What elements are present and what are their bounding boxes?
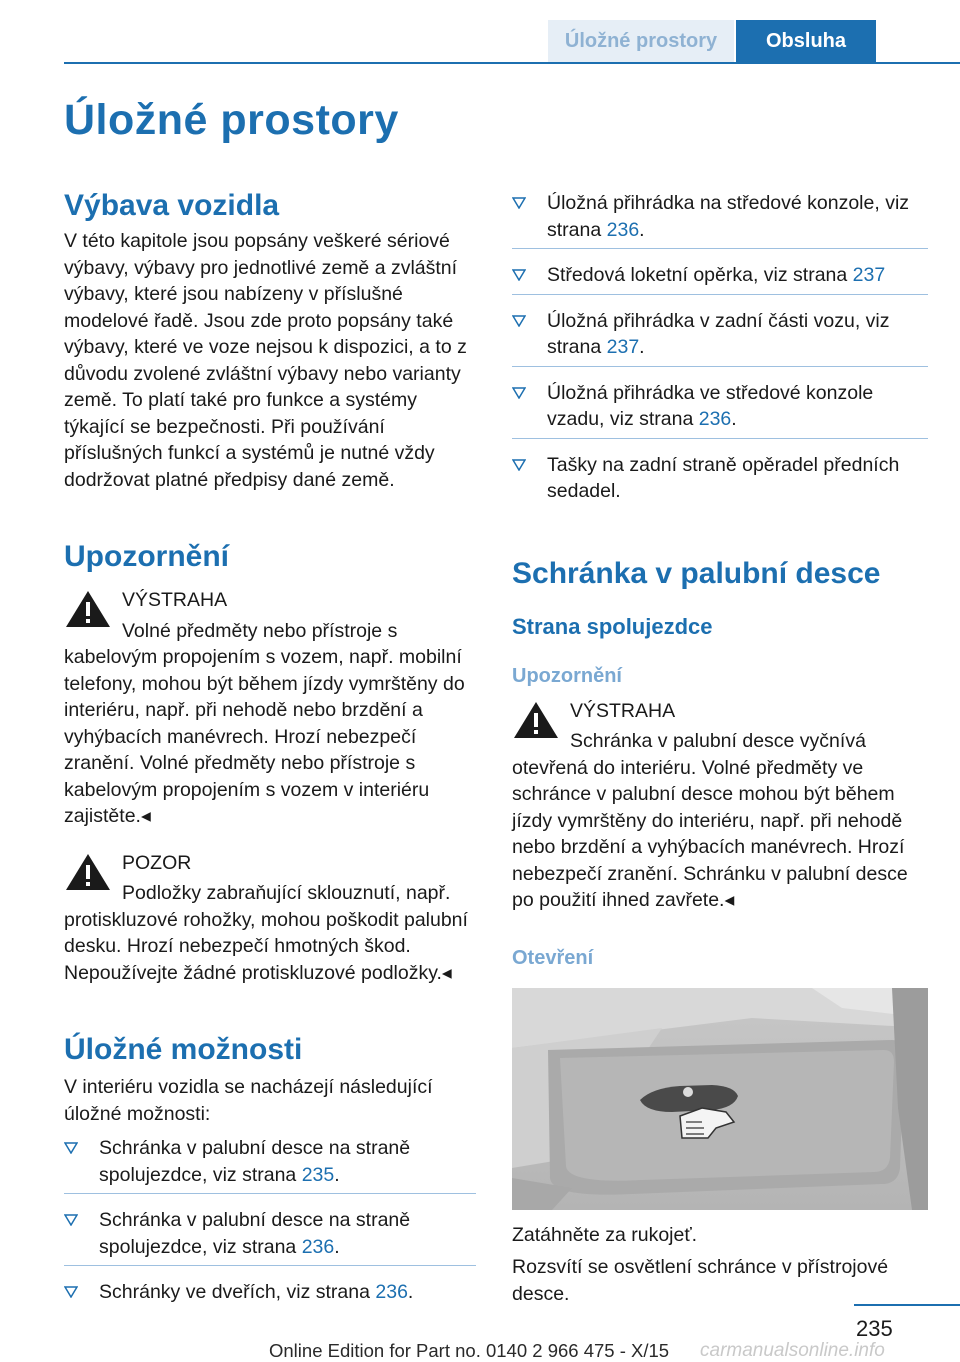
list-item-tail: . [334, 1235, 340, 1258]
glovebox-warning-block [512, 698, 928, 914]
warning-triangle-icon [64, 589, 112, 629]
page-link[interactable]: 237 [852, 264, 886, 286]
list-item-text: Středová loketní opěrka, viz strana [547, 264, 853, 286]
list-bullet-icon [512, 315, 526, 327]
glovebox-notes-heading: Upozornění [512, 664, 622, 687]
options-intro: V interiéru vozidla se nacházejí následující úložné možnosti: [64, 1076, 433, 1125]
equipment-text: V této kapitole jsou popsány veškeré sériové výbavy, výbavy pro jednotlivé země a zvláštní výbavy, které jsou nabízeny v příslušné modelové řadě. Jsou zde proto popsány také výbavy, které ve voze nejsou k dispozici, a to z důvodu zvolené zvláštní výbavy nebo varianty země. To platí také pro funkce a systémy týkající se bezpečnosti. Při používání příslušných funkcí a systémů je nutné vždy dodržovat platné předpisy dané země. [64, 230, 467, 491]
glovebox-warning-text: Schránka v palubní desce vyčnívá otevřená do interiéru. Volné předměty ve schránce v palubní desce mohou být během jízdy vymrštěny do interiéru, např. při nehodě nebo brzdění a vyhýbacích manévrech. Hrozí nebezpečí zranění. Schránku v palubní desce po použití ihned zavřete.◂ [512, 730, 908, 911]
list-item-text: Úložná přihrádka ve středové konzole vzadu, viz strana [547, 381, 874, 430]
list-bullet-icon [64, 1214, 78, 1226]
page-link[interactable]: 235 [301, 1163, 335, 1186]
page-title: Úložné prostory [64, 96, 399, 144]
list-item-tail: . [407, 1281, 414, 1303]
warning-label: VÝSTRAHA [122, 589, 228, 611]
footer-rule [854, 1304, 960, 1306]
warning-block [64, 587, 476, 830]
options-list-left [64, 1131, 476, 1311]
list-item-text: Tašky na zadní straně opěradel předních sedadel. [547, 453, 900, 502]
list-item-tail: . [639, 336, 645, 358]
watermark: carmanualsonline.info [700, 1340, 885, 1361]
list-item-text: Schránky ve dveřích, viz strana [99, 1281, 376, 1303]
warning-triangle-icon [64, 852, 112, 892]
options-heading: Úložné možnosti [64, 1033, 303, 1066]
list-item-text: Úložná přihrádka v zadní části vozu, viz strana [547, 309, 890, 358]
list-bullet-icon [64, 1142, 78, 1154]
list-item [512, 304, 928, 367]
right-column [512, 186, 928, 1307]
opening-note: Rozsvítí se osvětlení schránce v přístrojové desce. [512, 1256, 889, 1305]
list-bullet-icon [512, 459, 526, 471]
list-item [512, 448, 928, 510]
left-column [64, 186, 476, 1311]
page-link[interactable]: 236 [698, 408, 732, 430]
opening-step: Zatáhněte za rukojeť. [512, 1223, 698, 1246]
section-tab: Úložné prostory [548, 20, 734, 62]
page-link[interactable]: 237 [606, 336, 640, 358]
list-bullet-icon [512, 269, 526, 281]
opening-heading: Otevření [512, 946, 594, 969]
chapter-tab: Obsluha [736, 20, 876, 62]
list-item [512, 258, 928, 295]
list-item [64, 1131, 476, 1194]
list-item-tail: . [731, 408, 737, 430]
edition-footer: Online Edition for Part no. 0140 2 966 475 - X/15 [269, 1340, 670, 1361]
page-link[interactable]: 236 [606, 218, 640, 241]
list-item-text: Schránka v palubní desce na straně spolujezdce, viz strana [99, 1209, 411, 1258]
list-item-text: Úložná přihrádka na středové konzole, viz strana [547, 192, 910, 241]
list-bullet-icon [512, 197, 526, 209]
list-item [512, 186, 928, 249]
page-number: 235 [856, 1316, 893, 1341]
caution-block [64, 850, 476, 987]
list-item [64, 1203, 476, 1266]
list-item [64, 1275, 476, 1311]
passenger-side-heading: Strana spolujezdce [512, 613, 713, 639]
glovebox-warning-label: VÝSTRAHA [570, 699, 676, 722]
header-rule [64, 62, 960, 64]
list-item [512, 376, 928, 439]
list-bullet-icon [64, 1286, 78, 1298]
caution-label: POZOR [122, 851, 192, 874]
notes-heading: Upozornění [64, 540, 229, 573]
list-bullet-icon [512, 387, 526, 399]
options-list-right [512, 186, 928, 510]
glovebox-heading: Schránka v palubní desce [512, 556, 881, 590]
list-item-tail: . [334, 1163, 340, 1186]
equipment-heading: Výbava vozidla [64, 189, 280, 222]
page-link[interactable]: 236 [375, 1281, 408, 1303]
warning-text: Volné předměty nebo přístroje s kabelovým propojením s vozem, např. mobilní telefony, mohou být během jízdy vymrštěny do interiéru, např. při nehodě nebo brzdění a vyhýbacích manévrech. Hrozí nebezpečí zranění. Volné předměty nebo přístroje s kabelovým propojením s vozem v interiéru zajistěte.◂ [64, 619, 465, 827]
page-link[interactable]: 236 [301, 1235, 335, 1258]
caution-text: Podložky zabraňující sklouznutí, např. protiskluzové rohožky, mohou poškodit palubní desku. Hrozí nebezpečí hmotných škod. Nepoužívejte žádné protiskluzové podložky.◂ [64, 882, 468, 984]
list-item-text: Schránka v palubní desce na straně spolujezdce, viz strana [99, 1137, 411, 1186]
glovebox-handle-illustration [512, 988, 928, 1210]
list-item-tail: . [639, 218, 645, 241]
warning-triangle-icon [512, 700, 560, 740]
